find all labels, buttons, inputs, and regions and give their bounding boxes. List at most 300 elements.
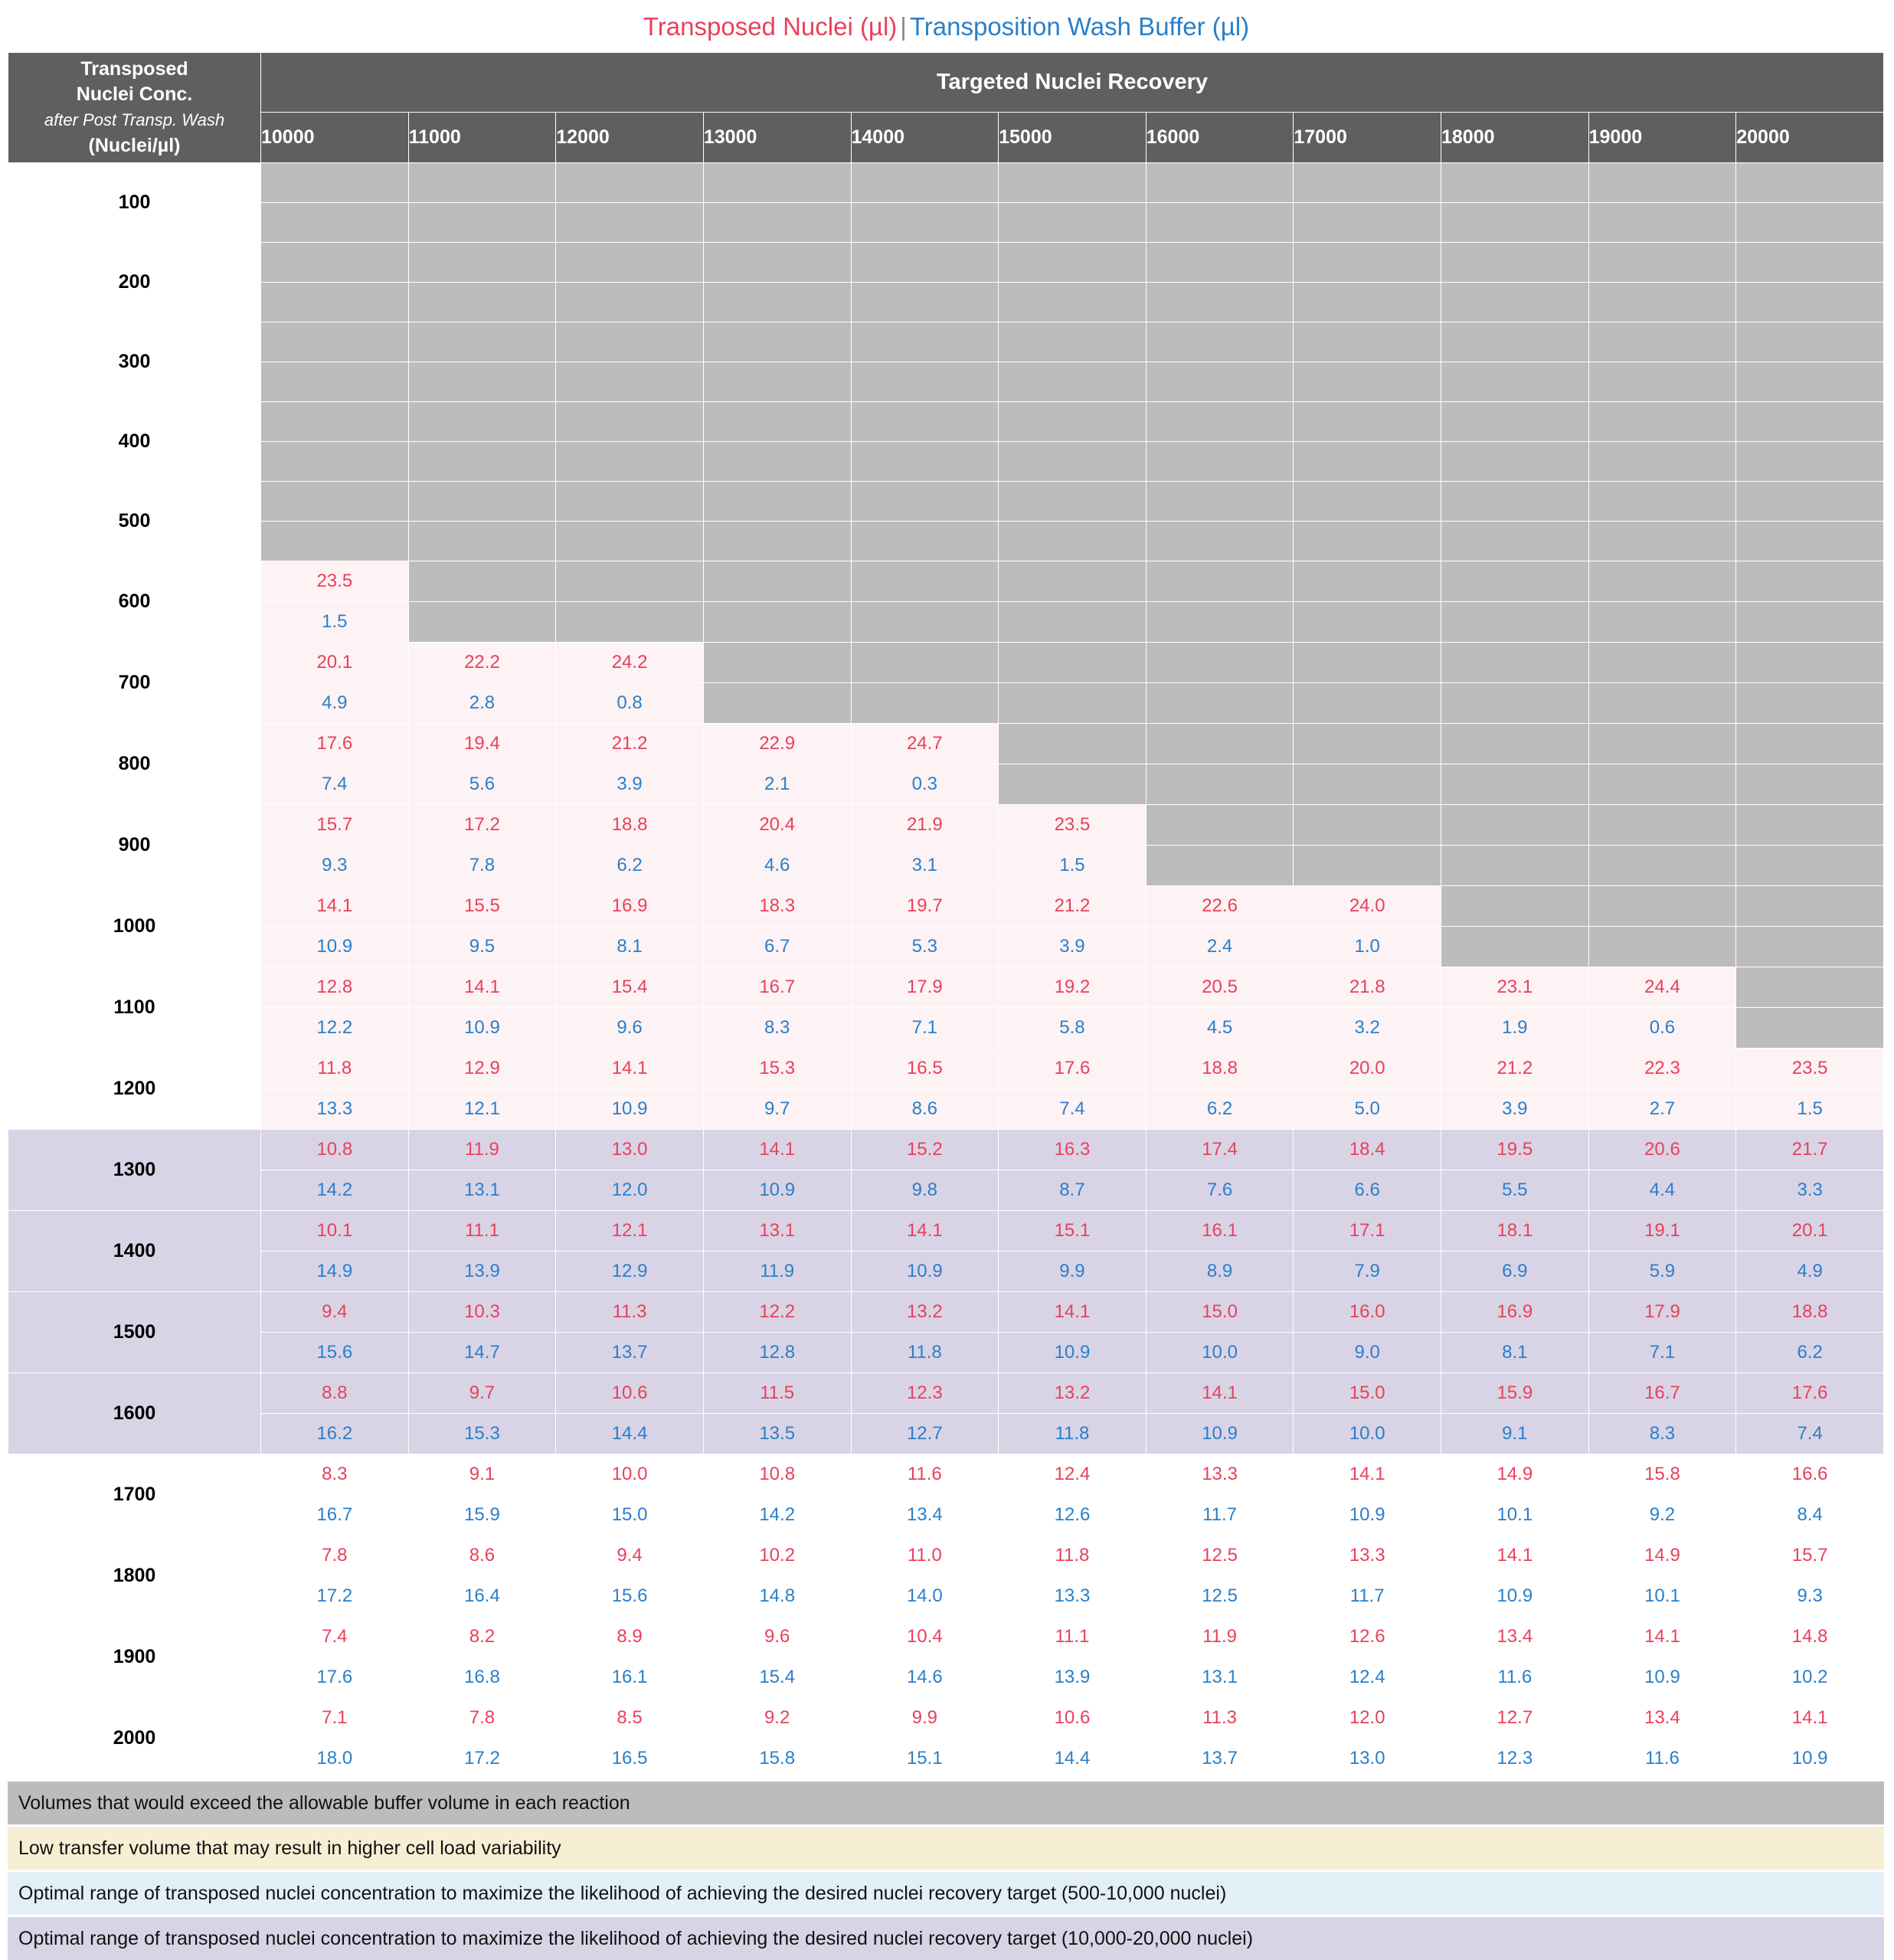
- cell-buffer-400-11000: [408, 442, 556, 482]
- cell-buffer-1600-15000: 11.8: [999, 1414, 1147, 1454]
- cell-buffer-600-13000: [703, 602, 851, 643]
- cell-nuclei-1400-17000: 17.1: [1294, 1211, 1441, 1252]
- cell-buffer-900-15000: 1.5: [999, 846, 1147, 886]
- cell-nuclei-1300-13000: 14.1: [703, 1130, 851, 1170]
- cell-buffer-1500-18000: 8.1: [1441, 1333, 1589, 1373]
- cell-nuclei-100-11000: [408, 163, 556, 203]
- cell-buffer-1400-17000: 7.9: [1294, 1252, 1441, 1292]
- row-header-500: 500: [8, 482, 261, 561]
- cell-nuclei-1800-12000: 9.4: [556, 1536, 704, 1576]
- cell-buffer-1100-14000: 7.1: [851, 1008, 999, 1049]
- cell-buffer-1800-19000: 10.1: [1588, 1576, 1736, 1617]
- cell-nuclei-1200-17000: 20.0: [1294, 1049, 1441, 1089]
- cell-buffer-1700-20000: 8.4: [1736, 1495, 1884, 1536]
- cell-nuclei-1600-10000: 8.8: [261, 1373, 409, 1414]
- cell-nuclei-800-18000: [1441, 724, 1589, 764]
- cell-nuclei-200-12000: [556, 243, 704, 283]
- cell-buffer-1900-13000: 15.4: [703, 1657, 851, 1698]
- cell-buffer-1900-15000: 13.9: [999, 1657, 1147, 1698]
- cell-nuclei-1100-14000: 17.9: [851, 967, 999, 1008]
- cell-nuclei-1800-11000: 8.6: [408, 1536, 556, 1576]
- column-header-18000: 18000: [1441, 113, 1589, 163]
- cell-nuclei-1800-19000: 14.9: [1588, 1536, 1736, 1576]
- cell-buffer-1700-12000: 15.0: [556, 1495, 704, 1536]
- table-row: [8, 846, 1884, 886]
- cell-buffer-1400-13000: 11.9: [703, 1252, 851, 1292]
- cell-nuclei-1400-20000: 20.1: [1736, 1211, 1884, 1252]
- cell-nuclei-2000-19000: 13.4: [1588, 1698, 1736, 1739]
- cell-buffer-900-14000: 3.1: [851, 846, 999, 886]
- cell-buffer-1600-20000: 7.4: [1736, 1414, 1884, 1454]
- corner-line-1: Transposed: [80, 58, 188, 80]
- cell-nuclei-700-11000: 22.2: [408, 643, 556, 683]
- cell-buffer-1200-20000: 1.5: [1736, 1089, 1884, 1130]
- cell-nuclei-1300-19000: 20.6: [1588, 1130, 1736, 1170]
- cell-buffer-1200-15000: 7.4: [999, 1089, 1147, 1130]
- cell-nuclei-300-12000: [556, 322, 704, 362]
- table-row: [8, 362, 1884, 402]
- cell-buffer-1300-16000: 7.6: [1146, 1170, 1294, 1211]
- cell-nuclei-1100-16000: 20.5: [1146, 967, 1294, 1008]
- cell-nuclei-100-17000: [1294, 163, 1441, 203]
- row-header-1500: 1500: [8, 1292, 261, 1373]
- table-row: [8, 1495, 1884, 1536]
- cell-nuclei-1200-11000: 12.9: [408, 1049, 556, 1089]
- row-header-200: 200: [8, 243, 261, 322]
- table-row: [8, 561, 1884, 602]
- cell-buffer-600-14000: [851, 602, 999, 643]
- cell-buffer-700-17000: [1294, 683, 1441, 724]
- table-row: [8, 1049, 1884, 1089]
- cell-buffer-300-16000: [1146, 362, 1294, 402]
- cell-nuclei-1500-10000: 9.4: [261, 1292, 409, 1333]
- cell-buffer-100-15000: [999, 203, 1147, 243]
- cell-buffer-700-19000: [1588, 683, 1736, 724]
- cell-nuclei-900-12000: 18.8: [556, 805, 704, 846]
- cell-buffer-1400-18000: 6.9: [1441, 1252, 1589, 1292]
- cell-buffer-900-16000: [1146, 846, 1294, 886]
- row-header-1600: 1600: [8, 1373, 261, 1454]
- cell-buffer-700-12000: 0.8: [556, 683, 704, 724]
- cell-nuclei-500-15000: [999, 482, 1147, 522]
- cell-nuclei-300-16000: [1146, 322, 1294, 362]
- title-wash-buffer: Transposition Wash Buffer (µl): [909, 12, 1250, 41]
- cell-buffer-100-17000: [1294, 203, 1441, 243]
- cell-buffer-1300-17000: 6.6: [1294, 1170, 1441, 1211]
- cell-buffer-800-17000: [1294, 764, 1441, 805]
- cell-nuclei-1000-18000: [1441, 886, 1589, 927]
- cell-buffer-1300-20000: 3.3: [1736, 1170, 1884, 1211]
- cell-buffer-2000-20000: 10.9: [1736, 1739, 1884, 1779]
- cell-nuclei-1000-16000: 22.6: [1146, 886, 1294, 927]
- cell-buffer-1000-15000: 3.9: [999, 927, 1147, 967]
- cell-nuclei-1600-16000: 14.1: [1146, 1373, 1294, 1414]
- cell-nuclei-1300-15000: 16.3: [999, 1130, 1147, 1170]
- cell-nuclei-100-19000: [1588, 163, 1736, 203]
- cell-buffer-700-20000: [1736, 683, 1884, 724]
- cell-buffer-900-10000: 9.3: [261, 846, 409, 886]
- cell-buffer-1100-20000: [1736, 1008, 1884, 1049]
- cell-buffer-1000-10000: 10.9: [261, 927, 409, 967]
- cell-nuclei-1100-12000: 15.4: [556, 967, 704, 1008]
- cell-nuclei-1700-13000: 10.8: [703, 1454, 851, 1495]
- cell-buffer-800-10000: 7.4: [261, 764, 409, 805]
- cell-buffer-1000-20000: [1736, 927, 1884, 967]
- corner-italic-note: after Post Transp. Wash: [44, 110, 225, 130]
- cell-nuclei-700-19000: [1588, 643, 1736, 683]
- cell-nuclei-1100-13000: 16.7: [703, 967, 851, 1008]
- cell-buffer-1200-14000: 8.6: [851, 1089, 999, 1130]
- cell-buffer-1600-18000: 9.1: [1441, 1414, 1589, 1454]
- cell-nuclei-1900-10000: 7.4: [261, 1617, 409, 1657]
- row-header-1700: 1700: [8, 1454, 261, 1536]
- cell-buffer-800-16000: [1146, 764, 1294, 805]
- cell-nuclei-500-10000: [261, 482, 409, 522]
- table-row: [8, 1089, 1884, 1130]
- cell-nuclei-1500-12000: 11.3: [556, 1292, 704, 1333]
- cell-nuclei-400-15000: [999, 402, 1147, 442]
- cell-nuclei-1100-10000: 12.8: [261, 967, 409, 1008]
- cell-nuclei-1900-16000: 11.9: [1146, 1617, 1294, 1657]
- row-header-100: 100: [8, 163, 261, 243]
- cell-buffer-1900-10000: 17.6: [261, 1657, 409, 1698]
- cell-buffer-800-15000: [999, 764, 1147, 805]
- column-header-20000: 20000: [1736, 113, 1884, 163]
- cell-buffer-700-10000: 4.9: [261, 683, 409, 724]
- cell-nuclei-1000-10000: 14.1: [261, 886, 409, 927]
- cell-nuclei-1000-11000: 15.5: [408, 886, 556, 927]
- cell-buffer-500-16000: [1146, 522, 1294, 561]
- cell-nuclei-400-19000: [1588, 402, 1736, 442]
- legend-row-purple: Optimal range of transposed nuclei concentration to maximize the likelihood of achieving the desired nuclei recovery target (10,000-20,000 nuclei): [8, 1917, 1884, 1960]
- cell-buffer-2000-11000: 17.2: [408, 1739, 556, 1779]
- cell-nuclei-500-19000: [1588, 482, 1736, 522]
- table-row: [8, 724, 1884, 764]
- cell-nuclei-400-17000: [1294, 402, 1441, 442]
- cell-nuclei-200-16000: [1146, 243, 1294, 283]
- cell-buffer-1400-16000: 8.9: [1146, 1252, 1294, 1292]
- cell-buffer-1100-18000: 1.9: [1441, 1008, 1589, 1049]
- cell-buffer-400-17000: [1294, 442, 1441, 482]
- cell-buffer-700-15000: [999, 683, 1147, 724]
- cell-buffer-500-14000: [851, 522, 999, 561]
- cell-nuclei-1800-16000: 12.5: [1146, 1536, 1294, 1576]
- cell-nuclei-2000-13000: 9.2: [703, 1698, 851, 1739]
- cell-nuclei-600-15000: [999, 561, 1147, 602]
- cell-buffer-200-20000: [1736, 283, 1884, 322]
- cell-buffer-600-19000: [1588, 602, 1736, 643]
- cell-buffer-1100-15000: 5.8: [999, 1008, 1147, 1049]
- table-head: [8, 53, 1884, 163]
- column-header-10000: 10000: [261, 113, 409, 163]
- cell-buffer-1800-10000: 17.2: [261, 1576, 409, 1617]
- cell-buffer-300-20000: [1736, 362, 1884, 402]
- table-row: [8, 602, 1884, 643]
- cell-nuclei-2000-15000: 10.6: [999, 1698, 1147, 1739]
- cell-nuclei-1600-18000: 15.9: [1441, 1373, 1589, 1414]
- cell-buffer-1400-15000: 9.9: [999, 1252, 1147, 1292]
- cell-nuclei-1800-20000: 15.7: [1736, 1536, 1884, 1576]
- cell-buffer-1200-17000: 5.0: [1294, 1089, 1441, 1130]
- cell-nuclei-300-15000: [999, 322, 1147, 362]
- cell-nuclei-900-17000: [1294, 805, 1441, 846]
- cell-nuclei-1400-13000: 13.1: [703, 1211, 851, 1252]
- table-row: [8, 322, 1884, 362]
- cell-buffer-1100-13000: 8.3: [703, 1008, 851, 1049]
- table-row: [8, 163, 1884, 203]
- cell-buffer-1600-19000: 8.3: [1588, 1414, 1736, 1454]
- cell-nuclei-1200-12000: 14.1: [556, 1049, 704, 1089]
- cell-nuclei-1100-18000: 23.1: [1441, 967, 1589, 1008]
- cell-nuclei-1500-18000: 16.9: [1441, 1292, 1589, 1333]
- cell-buffer-1700-10000: 16.7: [261, 1495, 409, 1536]
- cell-nuclei-1500-20000: 18.8: [1736, 1292, 1884, 1333]
- column-header-row: [8, 113, 1884, 163]
- cell-nuclei-800-20000: [1736, 724, 1884, 764]
- cell-nuclei-700-13000: [703, 643, 851, 683]
- cell-nuclei-800-17000: [1294, 724, 1441, 764]
- table-row: [8, 1333, 1884, 1373]
- cell-nuclei-1600-20000: 17.6: [1736, 1373, 1884, 1414]
- cell-buffer-200-18000: [1441, 283, 1589, 322]
- cell-nuclei-200-13000: [703, 243, 851, 283]
- column-header-12000: 12000: [556, 113, 704, 163]
- cell-nuclei-1200-19000: 22.3: [1588, 1049, 1736, 1089]
- cell-buffer-1000-11000: 9.5: [408, 927, 556, 967]
- column-header-19000: 19000: [1588, 113, 1736, 163]
- cell-buffer-1100-17000: 3.2: [1294, 1008, 1441, 1049]
- cell-nuclei-600-11000: [408, 561, 556, 602]
- cell-nuclei-500-20000: [1736, 482, 1884, 522]
- cell-buffer-1200-11000: 12.1: [408, 1089, 556, 1130]
- corner-line-2: Nuclei Conc.: [76, 83, 193, 106]
- cell-nuclei-1800-10000: 7.8: [261, 1536, 409, 1576]
- cell-buffer-1200-18000: 3.9: [1441, 1089, 1589, 1130]
- cell-nuclei-100-16000: [1146, 163, 1294, 203]
- row-header-1200: 1200: [8, 1049, 261, 1130]
- cell-buffer-400-13000: [703, 442, 851, 482]
- cell-buffer-1900-17000: 12.4: [1294, 1657, 1441, 1698]
- table-row: [8, 482, 1884, 522]
- cell-buffer-500-12000: [556, 522, 704, 561]
- cell-buffer-1800-20000: 9.3: [1736, 1576, 1884, 1617]
- cell-nuclei-200-19000: [1588, 243, 1736, 283]
- cell-nuclei-100-20000: [1736, 163, 1884, 203]
- row-header-700: 700: [8, 643, 261, 724]
- cell-buffer-700-13000: [703, 683, 851, 724]
- cell-buffer-100-14000: [851, 203, 999, 243]
- cell-buffer-700-18000: [1441, 683, 1589, 724]
- cell-nuclei-400-20000: [1736, 402, 1884, 442]
- cell-buffer-1500-11000: 14.7: [408, 1333, 556, 1373]
- volume-matrix-table: [8, 52, 1884, 1779]
- table-row: [8, 1657, 1884, 1698]
- cell-nuclei-100-13000: [703, 163, 851, 203]
- cell-nuclei-1500-17000: 16.0: [1294, 1292, 1441, 1333]
- cell-buffer-1600-16000: 10.9: [1146, 1414, 1294, 1454]
- cell-buffer-1200-16000: 6.2: [1146, 1089, 1294, 1130]
- cell-nuclei-800-15000: [999, 724, 1147, 764]
- cell-nuclei-1500-16000: 15.0: [1146, 1292, 1294, 1333]
- table-row: [8, 1617, 1884, 1657]
- cell-nuclei-100-14000: [851, 163, 999, 203]
- cell-nuclei-1300-12000: 13.0: [556, 1130, 704, 1170]
- legend-row-blue: Optimal range of transposed nuclei concentration to maximize the likelihood of achieving the desired nuclei recovery target (500-10,000 nuclei): [8, 1872, 1884, 1915]
- cell-buffer-1600-10000: 16.2: [261, 1414, 409, 1454]
- cell-buffer-100-20000: [1736, 203, 1884, 243]
- cell-buffer-2000-13000: 15.8: [703, 1739, 851, 1779]
- cell-nuclei-500-16000: [1146, 482, 1294, 522]
- cell-buffer-300-11000: [408, 362, 556, 402]
- table-row: [8, 683, 1884, 724]
- table-row: [8, 203, 1884, 243]
- cell-buffer-1200-10000: 13.3: [261, 1089, 409, 1130]
- table-row: [8, 1414, 1884, 1454]
- legend-row-yellow: Low transfer volume that may result in higher cell load variability: [8, 1827, 1884, 1870]
- cell-nuclei-1700-10000: 8.3: [261, 1454, 409, 1495]
- cell-buffer-500-13000: [703, 522, 851, 561]
- cell-buffer-700-11000: 2.8: [408, 683, 556, 724]
- cell-nuclei-700-16000: [1146, 643, 1294, 683]
- cell-buffer-1500-13000: 12.8: [703, 1333, 851, 1373]
- cell-nuclei-1900-17000: 12.6: [1294, 1617, 1441, 1657]
- cell-nuclei-400-13000: [703, 402, 851, 442]
- cell-nuclei-1700-17000: 14.1: [1294, 1454, 1441, 1495]
- cell-nuclei-400-11000: [408, 402, 556, 442]
- column-header-11000: 11000: [408, 113, 556, 163]
- cell-buffer-300-12000: [556, 362, 704, 402]
- cell-buffer-200-19000: [1588, 283, 1736, 322]
- cell-buffer-1900-12000: 16.1: [556, 1657, 704, 1698]
- row-header-1900: 1900: [8, 1617, 261, 1698]
- cell-nuclei-500-11000: [408, 482, 556, 522]
- cell-nuclei-800-12000: 21.2: [556, 724, 704, 764]
- cell-nuclei-300-18000: [1441, 322, 1589, 362]
- cell-nuclei-900-13000: 20.4: [703, 805, 851, 846]
- cell-nuclei-700-17000: [1294, 643, 1441, 683]
- cell-nuclei-1800-18000: 14.1: [1441, 1536, 1589, 1576]
- cell-nuclei-600-17000: [1294, 561, 1441, 602]
- cell-nuclei-1000-14000: 19.7: [851, 886, 999, 927]
- column-header-16000: 16000: [1146, 113, 1294, 163]
- cell-buffer-1100-16000: 4.5: [1146, 1008, 1294, 1049]
- cell-nuclei-1600-17000: 15.0: [1294, 1373, 1441, 1414]
- cell-nuclei-500-14000: [851, 482, 999, 522]
- cell-nuclei-1700-16000: 13.3: [1146, 1454, 1294, 1495]
- cell-nuclei-1600-13000: 11.5: [703, 1373, 851, 1414]
- cell-buffer-1800-13000: 14.8: [703, 1576, 851, 1617]
- cell-buffer-200-17000: [1294, 283, 1441, 322]
- cell-buffer-400-18000: [1441, 442, 1589, 482]
- cell-nuclei-600-16000: [1146, 561, 1294, 602]
- cell-buffer-800-12000: 3.9: [556, 764, 704, 805]
- cell-buffer-1400-12000: 12.9: [556, 1252, 704, 1292]
- cell-buffer-2000-15000: 14.4: [999, 1739, 1147, 1779]
- cell-nuclei-700-12000: 24.2: [556, 643, 704, 683]
- cell-nuclei-1600-15000: 13.2: [999, 1373, 1147, 1414]
- group-header-targeted-nuclei-recovery: Targeted Nuclei Recovery: [261, 53, 1884, 113]
- corner-line-3: (Nuclei/µl): [88, 134, 181, 156]
- cell-buffer-1300-15000: 8.7: [999, 1170, 1147, 1211]
- table-row: [8, 402, 1884, 442]
- cell-nuclei-1900-12000: 8.9: [556, 1617, 704, 1657]
- table-row: [8, 1698, 1884, 1739]
- row-header-900: 900: [8, 805, 261, 886]
- cell-nuclei-1500-11000: 10.3: [408, 1292, 556, 1333]
- cell-buffer-1600-13000: 13.5: [703, 1414, 851, 1454]
- cell-buffer-2000-16000: 13.7: [1146, 1739, 1294, 1779]
- cell-nuclei-700-20000: [1736, 643, 1884, 683]
- cell-buffer-1800-11000: 16.4: [408, 1576, 556, 1617]
- cell-nuclei-1400-18000: 18.1: [1441, 1211, 1589, 1252]
- cell-buffer-1500-10000: 15.6: [261, 1333, 409, 1373]
- cell-nuclei-100-10000: [261, 163, 409, 203]
- page-title: [8, 8, 1885, 52]
- cell-buffer-1700-17000: 10.9: [1294, 1495, 1441, 1536]
- cell-nuclei-400-14000: [851, 402, 999, 442]
- table-row: [8, 1292, 1884, 1333]
- cell-nuclei-500-12000: [556, 482, 704, 522]
- cell-buffer-1700-19000: 9.2: [1588, 1495, 1736, 1536]
- cell-buffer-1000-12000: 8.1: [556, 927, 704, 967]
- cell-buffer-1300-14000: 9.8: [851, 1170, 999, 1211]
- cell-nuclei-300-13000: [703, 322, 851, 362]
- table-row: [8, 1170, 1884, 1211]
- cell-nuclei-900-14000: 21.9: [851, 805, 999, 846]
- cell-nuclei-1000-13000: 18.3: [703, 886, 851, 927]
- cell-buffer-900-17000: [1294, 846, 1441, 886]
- cell-nuclei-200-20000: [1736, 243, 1884, 283]
- cell-nuclei-200-15000: [999, 243, 1147, 283]
- cell-nuclei-2000-10000: 7.1: [261, 1698, 409, 1739]
- cell-nuclei-1600-19000: 16.7: [1588, 1373, 1736, 1414]
- cell-nuclei-2000-14000: 9.9: [851, 1698, 999, 1739]
- cell-buffer-400-16000: [1146, 442, 1294, 482]
- cell-buffer-200-16000: [1146, 283, 1294, 322]
- table-row: [8, 1454, 1884, 1495]
- cell-nuclei-1700-19000: 15.8: [1588, 1454, 1736, 1495]
- cell-buffer-800-19000: [1588, 764, 1736, 805]
- cell-buffer-100-10000: [261, 203, 409, 243]
- cell-buffer-1400-11000: 13.9: [408, 1252, 556, 1292]
- cell-nuclei-1200-20000: 23.5: [1736, 1049, 1884, 1089]
- cell-nuclei-1900-15000: 11.1: [999, 1617, 1147, 1657]
- cell-buffer-500-10000: [261, 522, 409, 561]
- cell-buffer-1300-19000: 4.4: [1588, 1170, 1736, 1211]
- cell-nuclei-1300-14000: 15.2: [851, 1130, 999, 1170]
- row-header-400: 400: [8, 402, 261, 482]
- table-row: [8, 967, 1884, 1008]
- cell-buffer-1700-15000: 12.6: [999, 1495, 1147, 1536]
- cell-nuclei-1900-20000: 14.8: [1736, 1617, 1884, 1657]
- cell-nuclei-1400-16000: 16.1: [1146, 1211, 1294, 1252]
- row-header-600: 600: [8, 561, 261, 643]
- cell-buffer-600-12000: [556, 602, 704, 643]
- cell-buffer-1600-12000: 14.4: [556, 1414, 704, 1454]
- cell-buffer-500-18000: [1441, 522, 1589, 561]
- cell-buffer-600-11000: [408, 602, 556, 643]
- column-header-15000: 15000: [999, 113, 1147, 163]
- cell-buffer-1400-14000: 10.9: [851, 1252, 999, 1292]
- cell-buffer-1500-12000: 13.7: [556, 1333, 704, 1373]
- cell-buffer-2000-19000: 11.6: [1588, 1739, 1736, 1779]
- cell-buffer-400-12000: [556, 442, 704, 482]
- cell-nuclei-200-18000: [1441, 243, 1589, 283]
- cell-nuclei-1600-12000: 10.6: [556, 1373, 704, 1414]
- cell-buffer-1900-14000: 14.6: [851, 1657, 999, 1698]
- cell-nuclei-1300-16000: 17.4: [1146, 1130, 1294, 1170]
- cell-buffer-300-13000: [703, 362, 851, 402]
